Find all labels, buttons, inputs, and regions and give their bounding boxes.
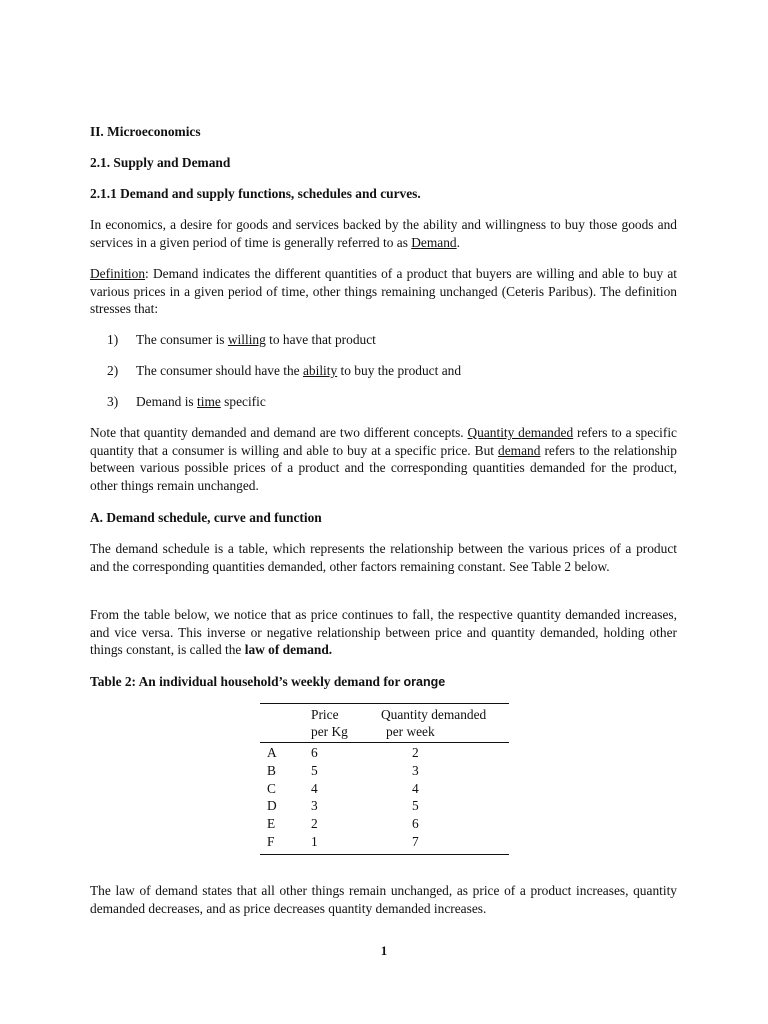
page-number: 1 — [380, 944, 388, 958]
row-label: E — [267, 816, 276, 832]
list-number: 1) — [107, 332, 119, 347]
header-qty-line2: per week — [386, 724, 435, 739]
list-number: 2) — [107, 363, 119, 378]
row-quantity: 2 — [412, 745, 419, 760]
note-paragraph — [90, 424, 677, 494]
note-term-demand: demand — [498, 442, 541, 458]
list-item — [107, 331, 607, 349]
list-item — [107, 362, 607, 380]
note-text: Note that quantity demanded and demand are two different concepts. — [90, 425, 468, 440]
table-body — [260, 743, 509, 854]
list-text: The consumer should have the — [136, 363, 303, 378]
demand-schedule-table — [260, 703, 509, 855]
law-of-demand-paragraph: The law of demand states that all other things remain unchanged, as price of a product increases, quantity demanded decreases, and as price decreases quantity demanded increases. — [90, 883, 677, 916]
header-price-line1: Price — [311, 707, 339, 722]
law-of-demand-term: law of demand. — [244, 642, 333, 657]
list-term: ability — [302, 363, 338, 378]
table-row — [260, 833, 509, 851]
header-price — [311, 706, 348, 740]
list-text: The consumer is — [136, 332, 228, 347]
row-label: C — [267, 780, 276, 796]
list-text: specific — [220, 394, 266, 409]
table-caption-text: Table 2: An individual household’s weekly demand for — [90, 674, 404, 689]
row-price: 4 — [311, 780, 318, 796]
table-header — [260, 704, 509, 743]
row-quantity: 5 — [412, 798, 419, 814]
table-caption-item: orange — [403, 675, 446, 689]
row-price: 5 — [311, 762, 318, 778]
intro-text: In economics, a desire for goods and services backed by the ability and willingness to buy those goods and services in a given period of time is generally referred to as — [90, 217, 677, 250]
subsection-title: 2.1. Supply and Demand — [90, 155, 231, 170]
row-quantity: 4 — [412, 780, 419, 796]
row-price: 6 — [311, 745, 318, 760]
row-label: B — [267, 762, 276, 778]
row-price: 3 — [311, 798, 318, 814]
note-text: refers to the relationship between various possible prices of a product and the corresponding quantities demanded for the product, other things remain unchanged. — [90, 442, 677, 493]
row-quantity: 3 — [412, 762, 419, 778]
section-title: II. Microeconomics — [90, 124, 201, 139]
header-qty-line1: Quantity demanded — [381, 707, 487, 722]
row-label: F — [267, 833, 275, 849]
list-term: time — [197, 394, 221, 409]
table-row — [260, 815, 509, 833]
definition-paragraph — [90, 265, 677, 318]
list-item — [107, 393, 607, 411]
row-quantity: 7 — [412, 833, 419, 849]
table-row — [260, 797, 509, 815]
intro-end: . — [456, 234, 460, 250]
table-row — [260, 744, 509, 762]
heading-demand-schedule: A. Demand schedule, curve and function — [90, 510, 322, 525]
table-intro-text: From the table below, we notice that as price continues to fall, the respective quantity demanded increases, and vice versa. This inverse or negative relationship between price and quantity demanded, holding other things constant, is called the — [90, 607, 677, 657]
row-label: A — [267, 745, 277, 760]
row-quantity: 6 — [412, 816, 419, 832]
row-price: 2 — [311, 816, 318, 832]
table-row — [260, 780, 509, 798]
table-intro-paragraph — [90, 606, 677, 659]
list-text: to buy the product and — [337, 363, 462, 378]
intro-term-demand: Demand — [411, 234, 457, 250]
definition-text: : Demand indicates the different quantities of a product that buyers are willing and able to buy at various prices in a given period of time, other things remaining unchanged (Ceteris Paribus). The definition stresses that: — [90, 266, 677, 316]
row-price: 1 — [311, 833, 318, 849]
note-text: refers to a specific quantity that a consumer is willing and able to buy at a specific price. But — [90, 425, 677, 458]
list-text: to have that product — [265, 332, 376, 347]
subsubsection-title: 2.1.1 Demand and supply functions, schedules and curves. — [90, 186, 421, 201]
row-label: D — [267, 798, 277, 814]
list-number: 3) — [107, 394, 119, 409]
table-row — [260, 762, 509, 780]
schedule-paragraph: The demand schedule is a table, which represents the relationship between the various prices of a product and the corresponding quantities demanded, other factors remaining constant. See Table 2 below. — [90, 541, 677, 574]
header-price-line2: per Kg — [311, 724, 348, 739]
list-term: willing — [227, 332, 266, 347]
header-quantity — [381, 706, 486, 740]
table-caption — [90, 673, 677, 692]
definition-label: Definition — [90, 266, 146, 281]
note-term-quantity-demanded: Quantity demanded — [467, 425, 574, 440]
list-text: Demand is — [136, 394, 197, 409]
intro-paragraph — [90, 216, 677, 251]
